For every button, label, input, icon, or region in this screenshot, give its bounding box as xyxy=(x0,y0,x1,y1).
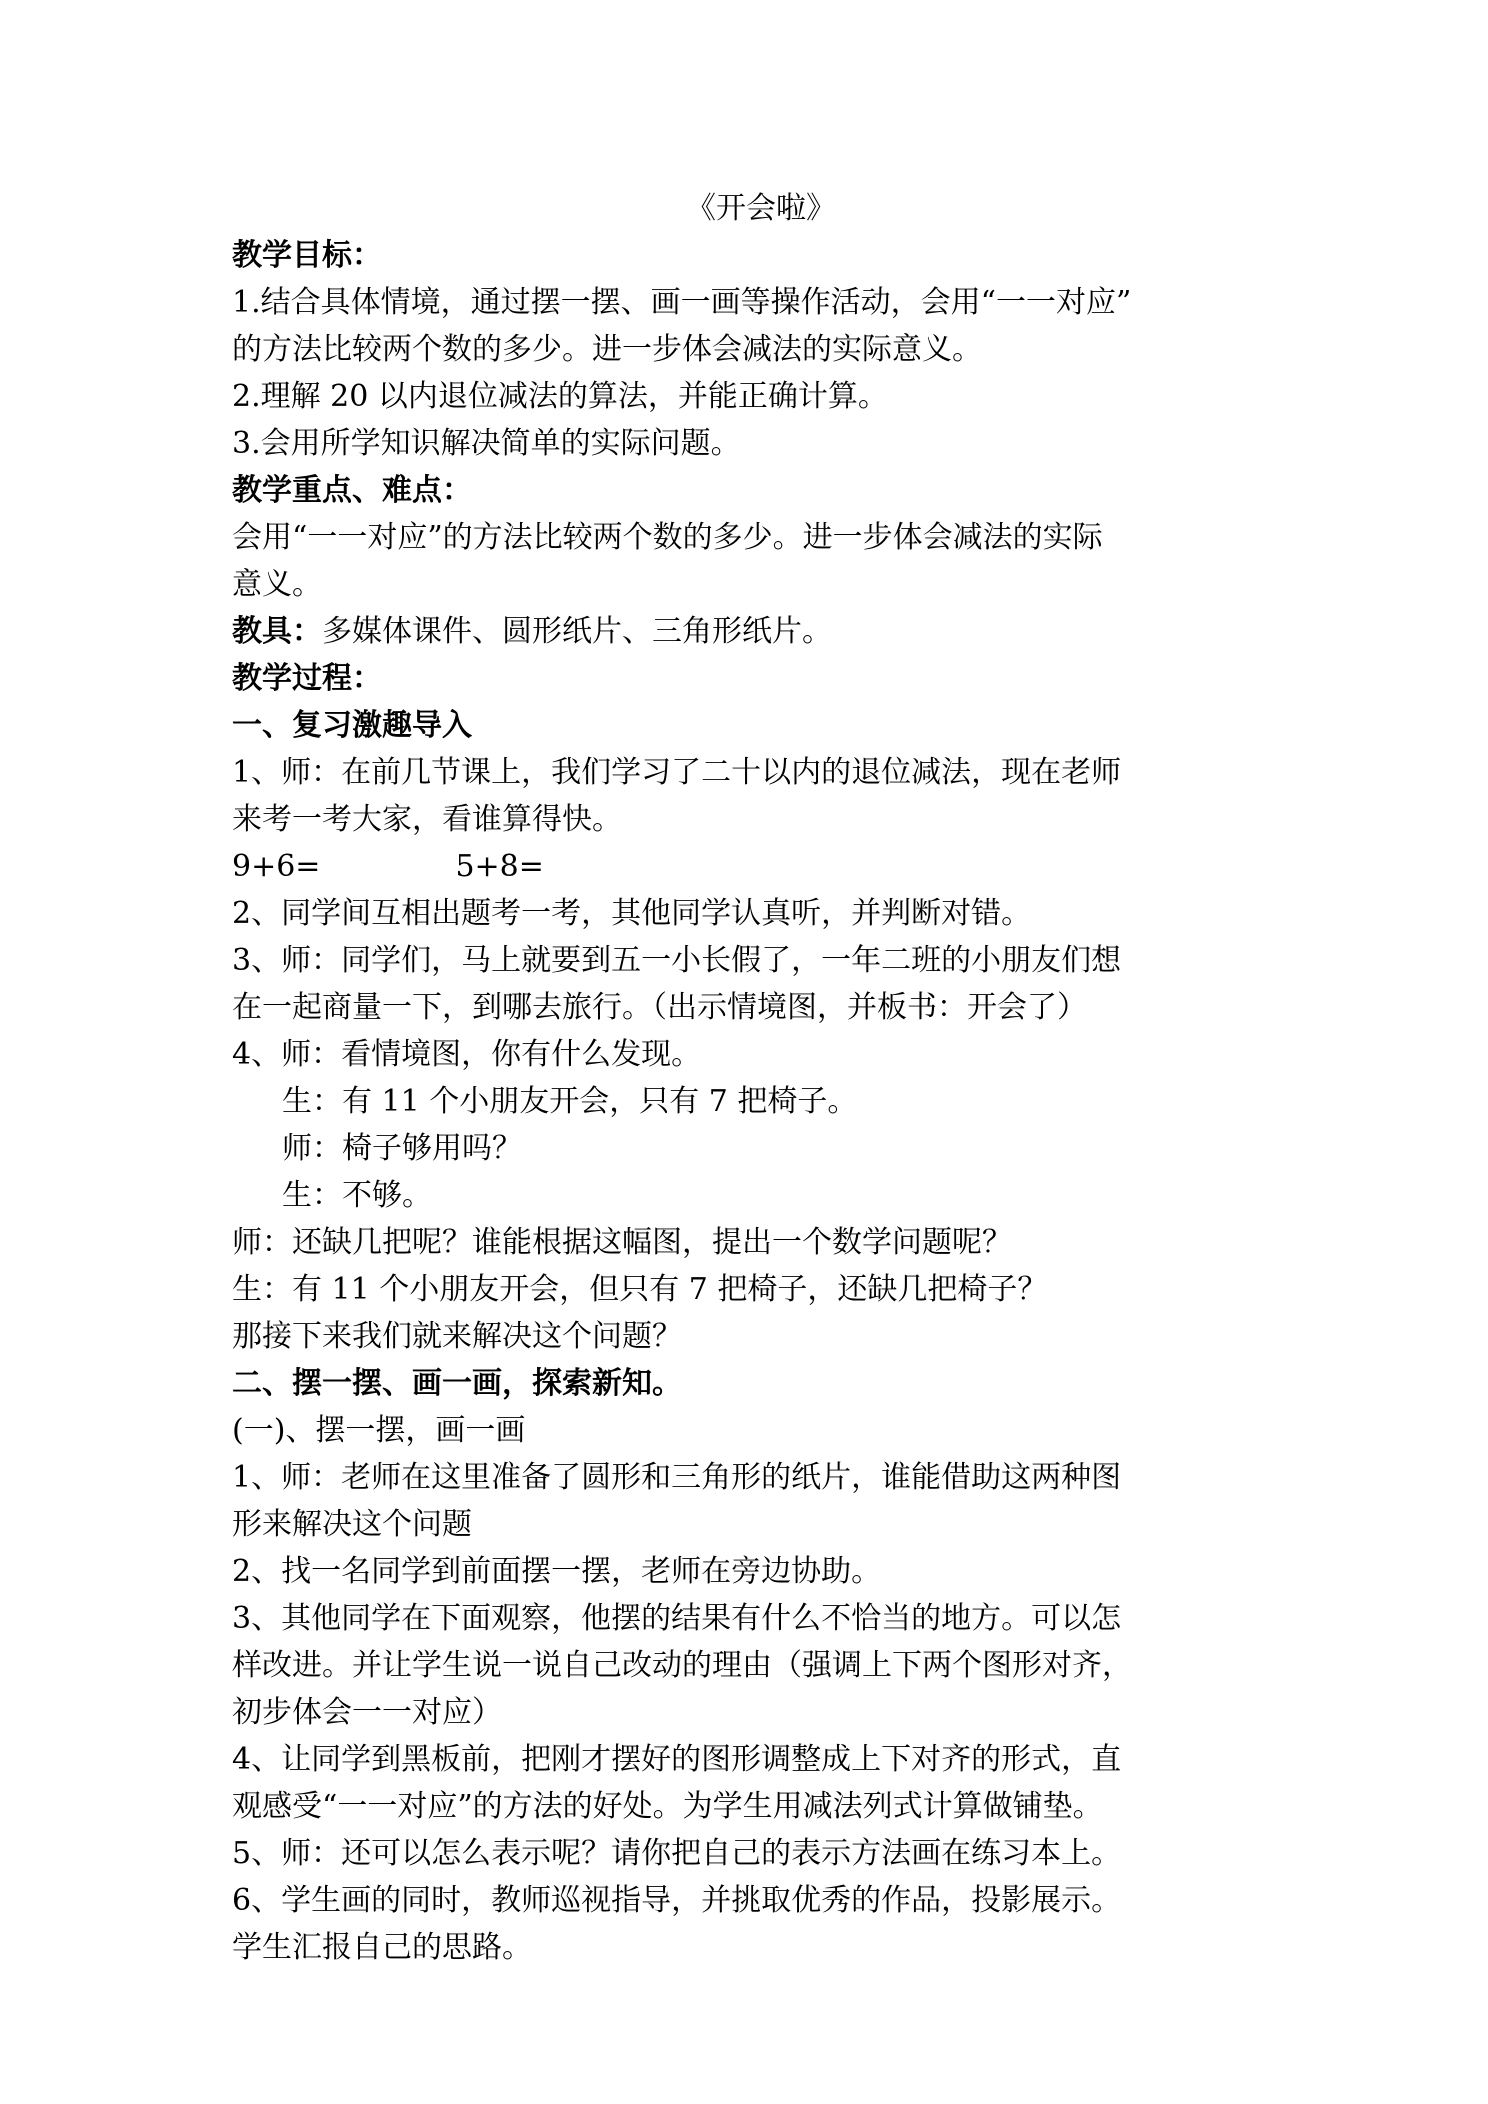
heading-key-points: 教学重点、难点： xyxy=(232,473,472,508)
heading-process: 教学过程： xyxy=(232,661,382,696)
teaching-aids xyxy=(232,608,1272,655)
dialog-student-2: 生：不够。 xyxy=(282,1178,432,1213)
sub-step-6-line-2: 学生汇报自己的思路。 xyxy=(232,1930,532,1965)
heading-objectives: 教学目标： xyxy=(232,238,382,273)
sub-step-4-line-1: 4、让同学到黑板前，把刚才摆好的图形调整成上下对齐的形式，直 xyxy=(232,1742,1122,1777)
objective-1-line-1: 1.结合具体情境，通过摆一摆、画一画等操作活动，会用“一一对应” xyxy=(232,285,1132,320)
step-4: 4、师：看情境图，你有什么发现。 xyxy=(232,1037,702,1072)
sub-step-5: 5、师：还可以怎么表示呢？请你把自己的表示方法画在练习本上。 xyxy=(232,1836,1122,1871)
step-3-line-2: 在一起商量一下，到哪去旅行。（出示情境图，并板书：开会了） xyxy=(232,990,1087,1025)
dialog-student-1: 生：有 11 个小朋友开会，只有 7 把椅子。 xyxy=(282,1084,858,1119)
subsection-1-heading: (一)、摆一摆，画一画 xyxy=(232,1413,526,1448)
sub-step-1-line-2: 形来解决这个问题 xyxy=(232,1507,472,1542)
key-points-line-2: 意义。 xyxy=(232,567,322,602)
formula-1: 9+6= xyxy=(232,849,321,884)
objective-2: 2.理解 20 以内退位减法的算法，并能正确计算。 xyxy=(232,379,888,414)
step-1-line-1: 1、师：在前几节课上，我们学习了二十以内的退位减法，现在老师 xyxy=(232,755,1122,790)
sub-step-3-line-2: 样改进。并让学生说一说自己改动的理由（强调上下两个图形对齐， xyxy=(232,1648,1132,1683)
sub-step-2: 2、找一名同学到前面摆一摆，老师在旁边协助。 xyxy=(232,1554,882,1589)
teaching-aids-label: 教具： xyxy=(232,614,322,649)
teaching-aids-content: 多媒体课件、圆形纸片、三角形纸片。 xyxy=(322,614,832,649)
dialog-student-3: 生：有 11 个小朋友开会，但只有 7 把椅子，还缺几把椅子？ xyxy=(232,1272,1048,1307)
section-1-heading: 一、复习激趣导入 xyxy=(232,708,472,743)
dialog-teacher-1: 师：椅子够用吗？ xyxy=(282,1131,522,1166)
formula-2: 5+8= xyxy=(455,849,544,884)
sub-step-3-line-1: 3、其他同学在下面观察，他摆的结果有什么不恰当的地方。可以怎 xyxy=(232,1601,1122,1636)
transition-line: 那接下来我们就来解决这个问题？ xyxy=(232,1319,682,1354)
sub-step-1-line-1: 1、师：老师在这里准备了圆形和三角形的纸片，谁能借助这两种图 xyxy=(232,1460,1122,1495)
objective-1-line-2: 的方法比较两个数的多少。进一步体会减法的实际意义。 xyxy=(232,332,982,367)
document-page xyxy=(232,186,1272,1971)
step-1-line-2: 来考一考大家，看谁算得快。 xyxy=(232,802,622,837)
step-2: 2、同学间互相出题考一考，其他同学认真听，并判断对错。 xyxy=(232,896,1032,931)
dialog-teacher-2: 师：还缺几把呢？谁能根据这幅图，提出一个数学问题呢？ xyxy=(232,1225,1012,1260)
formula-line xyxy=(232,843,1272,890)
document-title: 《开会啦》 xyxy=(686,191,836,226)
key-points-line-1: 会用“一一对应”的方法比较两个数的多少。进一步体会减法的实际 xyxy=(232,520,1103,555)
step-3-line-1: 3、师：同学们，马上就要到五一小长假了，一年二班的小朋友们想 xyxy=(232,943,1122,978)
sub-step-6-line-1: 6、学生画的同时，教师巡视指导，并挑取优秀的作品，投影展示。 xyxy=(232,1883,1122,1918)
sub-step-3-line-3: 初步体会一一对应） xyxy=(232,1695,502,1730)
objective-3: 3.会用所学知识解决简单的实际问题。 xyxy=(232,426,741,461)
sub-step-4-line-2: 观感受“一一对应”的方法的好处。为学生用减法列式计算做铺垫。 xyxy=(232,1789,1103,1824)
section-2-heading: 二、摆一摆、画一画，探索新知。 xyxy=(232,1366,682,1401)
